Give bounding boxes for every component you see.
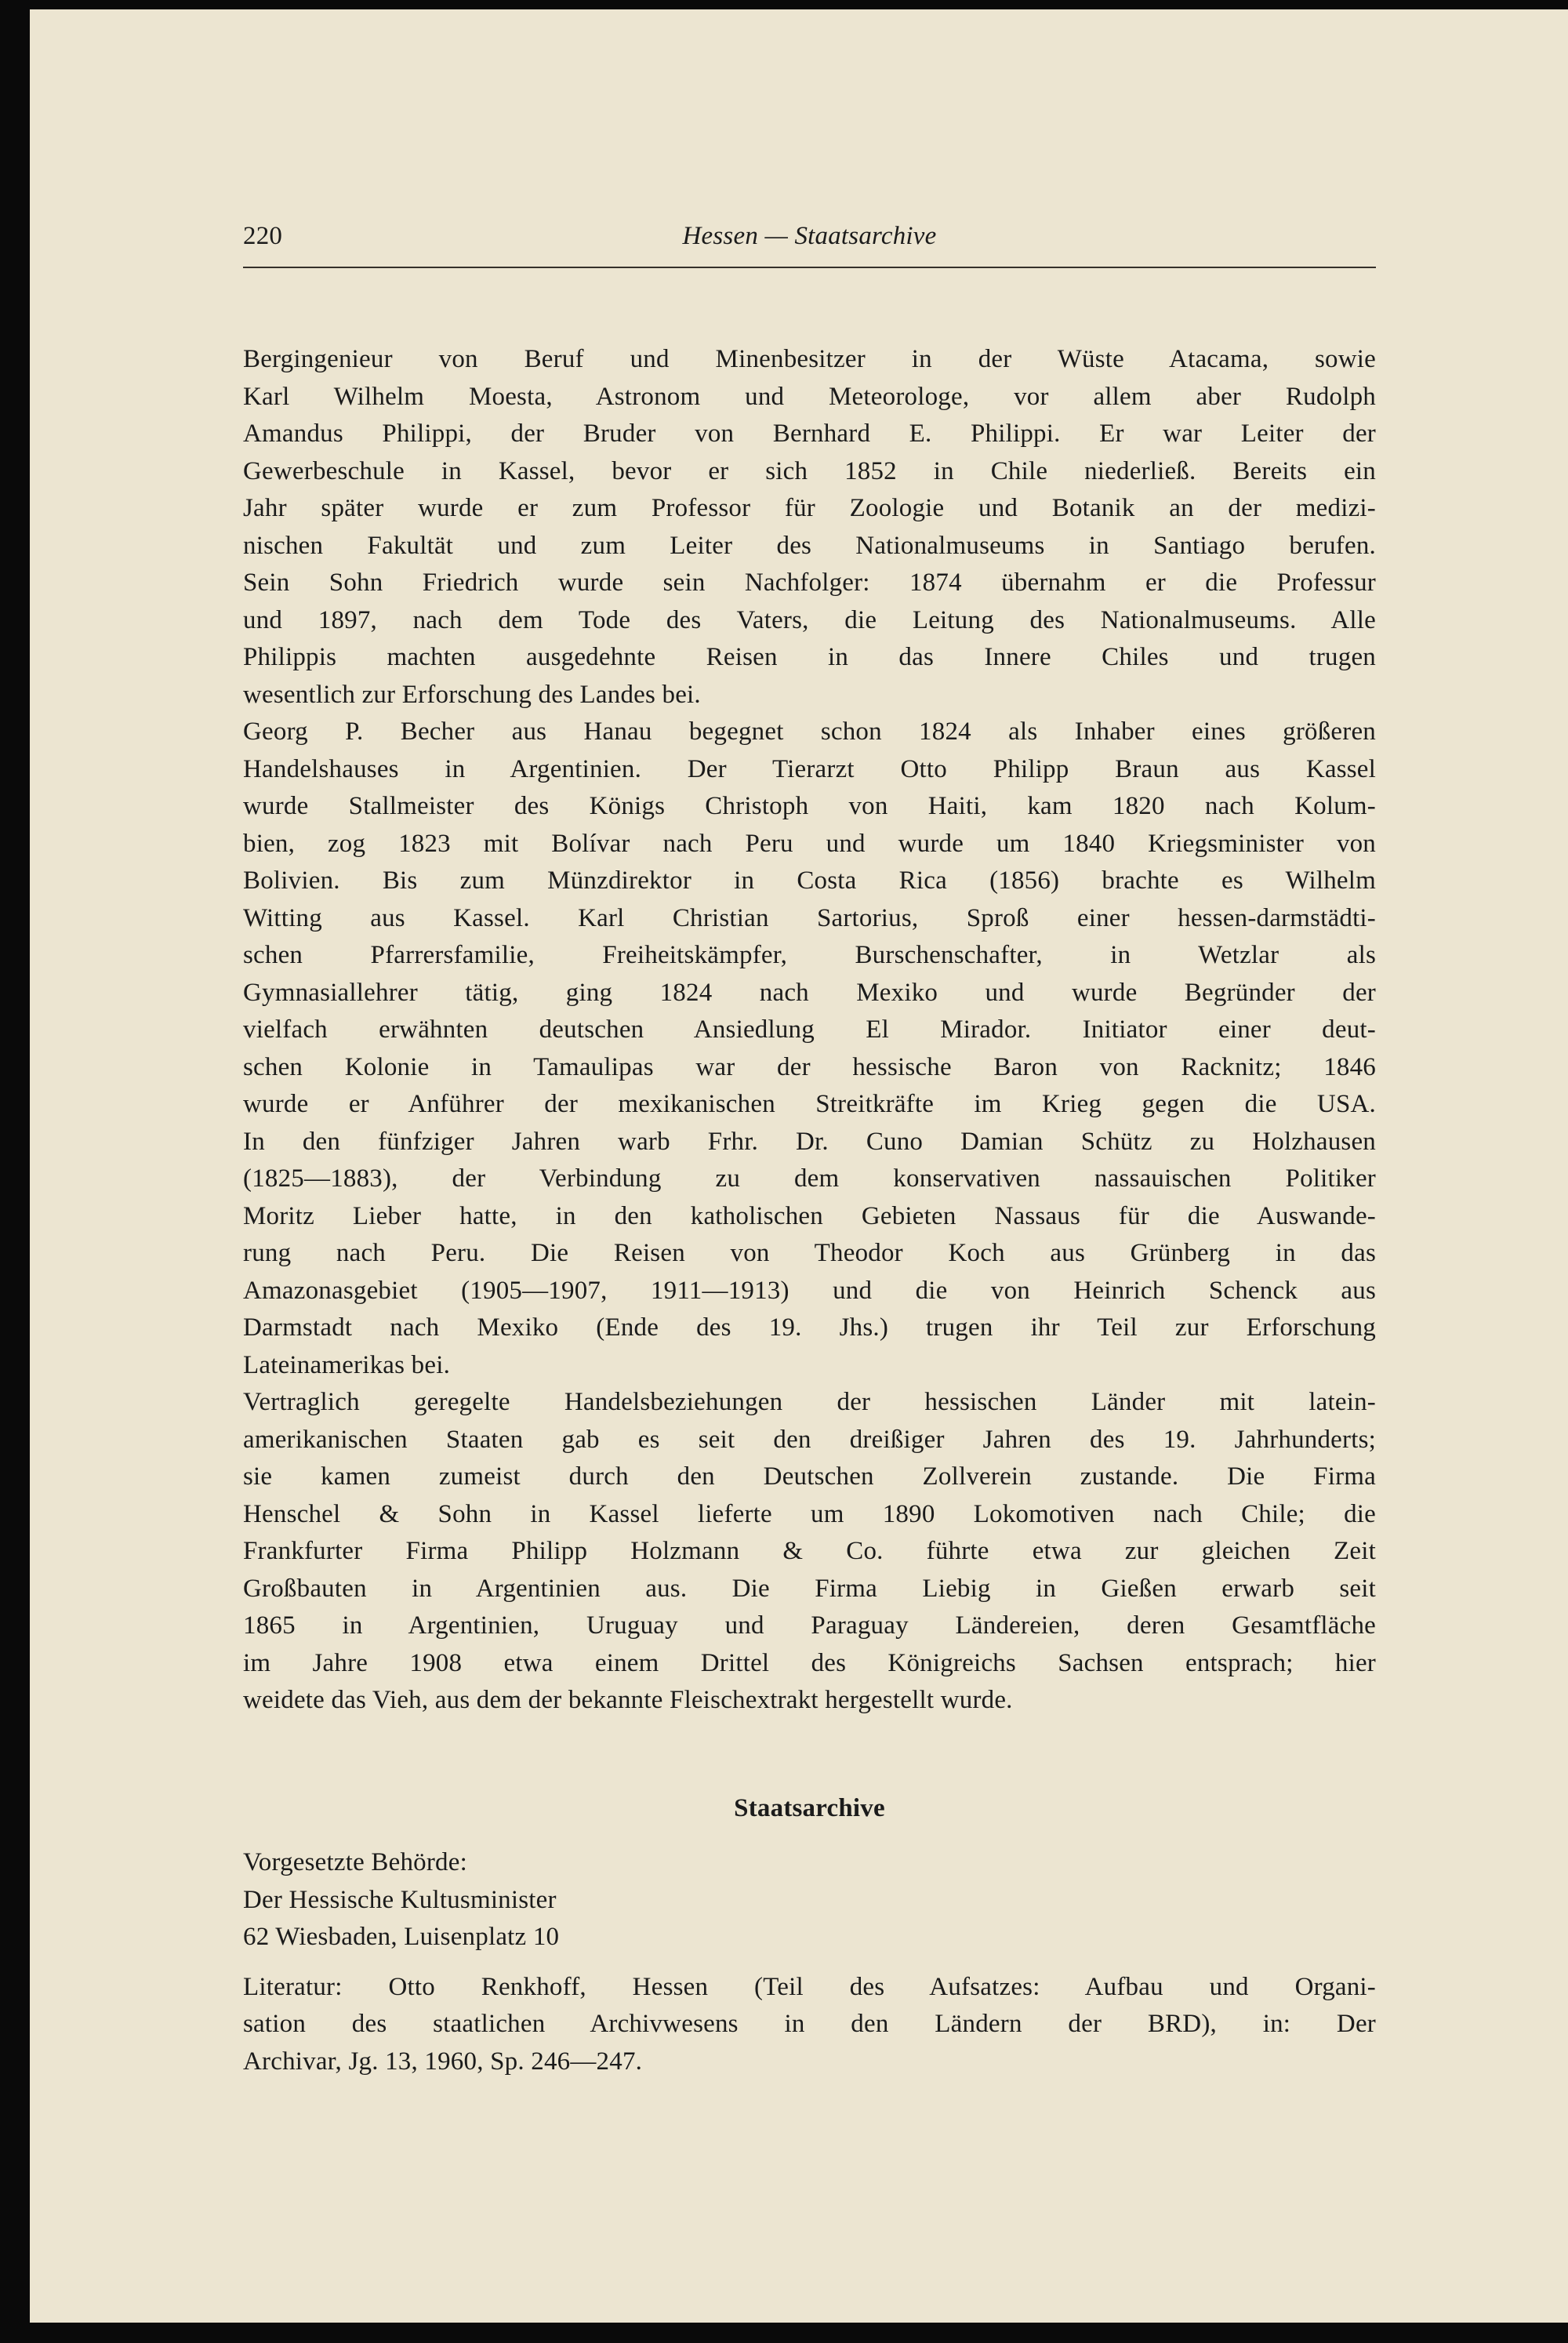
text-line: im Jahre 1908 etwa einem Drittel des Königreichs Sachsen entsprach; hier xyxy=(243,1648,1376,1677)
text-line: schen Pfarrersfamilie, Freiheitskämpfer, Burschenschafter, in Wetzlar als xyxy=(243,941,1376,969)
page-number: 220 xyxy=(243,222,283,250)
text-line: Jahr später wurde er zum Professor für Zoologie und Botanik an der medizi- xyxy=(243,494,1376,522)
text-line: (1825—1883), der Verbindung zu dem konservativen nassauischen Politiker xyxy=(243,1164,1376,1193)
text-line: Bolivien. Bis zum Münzdirektor in Costa Rica (1856) brachte es Wilhelm xyxy=(243,866,1376,895)
text-line: Philippis machten ausgedehnte Reisen in das Innere Chiles und trugen xyxy=(243,643,1376,671)
address-block xyxy=(243,1844,1376,1956)
text-line: Witting aus Kassel. Karl Christian Sartorius, Sproß einer hessen-darmstädti- xyxy=(243,903,1376,932)
text-line: Amazonasgebiet (1905—1907, 1911—1913) und die von Heinrich Schenck aus xyxy=(243,1276,1376,1305)
text-line: schen Kolonie in Tamaulipas war der hessische Baron von Racknitz; 1846 xyxy=(243,1052,1376,1081)
text-line: Lateinamerikas bei. xyxy=(243,1350,451,1379)
text-line: Georg P. Becher aus Hanau begegnet schon 1824 als Inhaber eines größeren xyxy=(243,717,1376,746)
text-line: Literatur: Otto Renkhoff, Hessen (Teil des Aufsatzes: Aufbau und Organi- xyxy=(243,1972,1376,2001)
text-line: 62 Wiesbaden, Luisenplatz 10 xyxy=(243,1923,560,1951)
text-line: Karl Wilhelm Moesta, Astronom und Meteorologe, vor allem aber Rudolph xyxy=(243,382,1376,411)
text-line: Vertraglich geregelte Handelsbeziehungen der hessischen Länder mit latein- xyxy=(243,1388,1376,1416)
text-line: Vorgesetzte Behörde: xyxy=(243,1848,467,1876)
header-rule xyxy=(243,267,1376,268)
paragraph xyxy=(243,1384,1376,1720)
text-line: Der Hessische Kultusminister xyxy=(243,1885,557,1914)
text-line: nischen Fakultät und zum Leiter des Nationalmuseums in Santiago berufen. xyxy=(243,531,1376,560)
text-line: sie kamen zumeist durch den Deutschen Zollverein zustande. Die Firma xyxy=(243,1462,1376,1491)
text-line: Gymnasiallehrer tätig, ging 1824 nach Mexiko und wurde Begründer der xyxy=(243,978,1376,1007)
page-header xyxy=(243,222,1376,267)
literature-paragraph xyxy=(243,1969,1376,2081)
text-line: Amandus Philippi, der Bruder von Bernhard E. Philippi. Er war Leiter der xyxy=(243,420,1376,448)
text-line: Bergingenieur von Beruf und Minenbesitzer in der Wüste Atacama, sowie xyxy=(243,345,1376,373)
text-line: Handelshauses in Argentinien. Der Tierarzt Otto Philipp Braun aus Kassel xyxy=(243,754,1376,783)
text-line: Darmstadt nach Mexiko (Ende des 19. Jhs.) trugen ihr Teil zur Erforschung xyxy=(243,1313,1376,1342)
text-line: wurde Stallmeister des Königs Christoph von Haiti, kam 1820 nach Kolum- xyxy=(243,792,1376,820)
section-heading: Staatsarchive xyxy=(734,1793,885,1822)
text-line: sation des staatlichen Archivwesens in den Ländern der BRD), in: Der xyxy=(243,2010,1376,2038)
text-line: Großbauten in Argentinien aus. Die Firma Liebig in Gießen erwarb seit xyxy=(243,1574,1376,1603)
paragraph xyxy=(243,714,1376,1384)
text-line: In den fünfziger Jahren warb Frhr. Dr. Cuno Damian Schütz zu Holzhausen xyxy=(243,1127,1376,1156)
text-line: Sein Sohn Friedrich wurde sein Nachfolger: 1874 übernahm er die Professur xyxy=(243,568,1376,597)
text-line: amerikanischen Staaten gab es seit den dreißiger Jahren des 19. Jahrhunderts; xyxy=(243,1425,1376,1454)
text-line: Gewerbeschule in Kassel, bevor er sich 1852 in Chile niederließ. Bereits ein xyxy=(243,456,1376,485)
body-text xyxy=(243,341,1376,1720)
text-line: 1865 in Argentinien, Uruguay und Paraguay Ländereien, deren Gesamtfläche xyxy=(243,1611,1376,1640)
running-title: Hessen — Staatsarchive xyxy=(682,222,937,250)
page-content xyxy=(243,222,1376,2080)
text-line: Moritz Lieber hatte, in den katholischen Gebieten Nassaus für die Auswande- xyxy=(243,1201,1376,1230)
paragraph xyxy=(243,341,1376,714)
text-line: rung nach Peru. Die Reisen von Theodor Koch aus Grünberg in das xyxy=(243,1239,1376,1267)
text-line: bien, zog 1823 mit Bolívar nach Peru und wurde um 1840 Kriegsminister von xyxy=(243,829,1376,858)
text-line: wurde er Anführer der mexikanischen Streitkräfte im Krieg gegen die USA. xyxy=(243,1090,1376,1118)
text-line: vielfach erwähnten deutschen Ansiedlung El Mirador. Initiator einer deut- xyxy=(243,1015,1376,1044)
text-line: Henschel & Sohn in Kassel lieferte um 1890 Lokomotiven nach Chile; die xyxy=(243,1499,1376,1528)
text-line: weidete das Vieh, aus dem der bekannte Fleischextrakt hergestellt wurde. xyxy=(243,1686,1013,1714)
text-line: und 1897, nach dem Tode des Vaters, die Leitung des Nationalmuseums. Alle xyxy=(243,605,1376,634)
text-line: Archivar, Jg. 13, 1960, Sp. 246—247. xyxy=(243,2047,643,2076)
text-line: Frankfurter Firma Philipp Holzmann & Co. führte etwa zur gleichen Zeit xyxy=(243,1537,1376,1565)
text-line: wesentlich zur Erforschung des Landes bei. xyxy=(243,680,701,709)
